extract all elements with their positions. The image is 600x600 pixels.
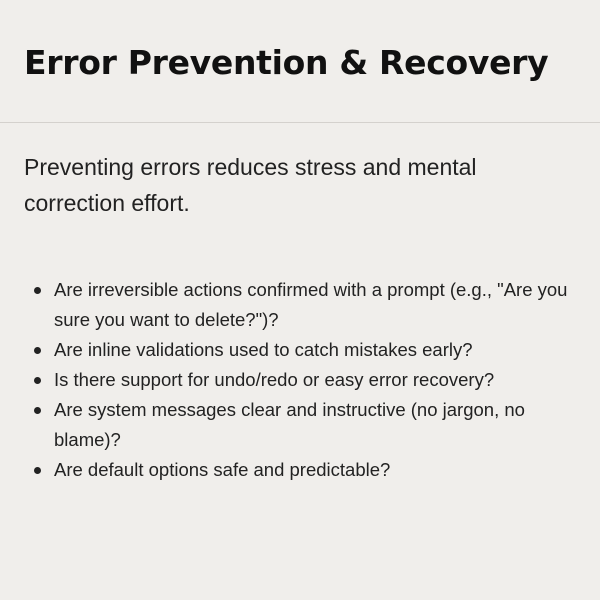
list-item [0,365,600,395]
list-item [0,275,600,335]
list-item-text: Are system messages clear and instructive (no jargon, no blame)? [54,399,525,450]
list-item-text: Are irreversible actions confirmed with a prompt (e.g., "Are you sure you want to delete?")? [54,279,568,330]
list-item [0,335,600,365]
bullet-icon [34,377,41,384]
checklist [0,275,600,485]
page-title: Error Prevention & Recovery [24,43,549,82]
bullet-icon [34,287,41,294]
header [0,0,600,123]
bullet-icon [34,407,41,414]
bullet-icon [34,467,41,474]
bullet-icon [34,347,41,354]
list-item-text: Are default options safe and predictable? [54,459,391,480]
intro-text: Preventing errors reduces stress and mental correction effort. [24,154,477,216]
list-item-text: Are inline validations used to catch mistakes early? [54,339,473,360]
list-item-text: Is there support for undo/redo or easy error recovery? [54,369,495,390]
list-item [0,455,600,485]
list-item [0,395,600,455]
